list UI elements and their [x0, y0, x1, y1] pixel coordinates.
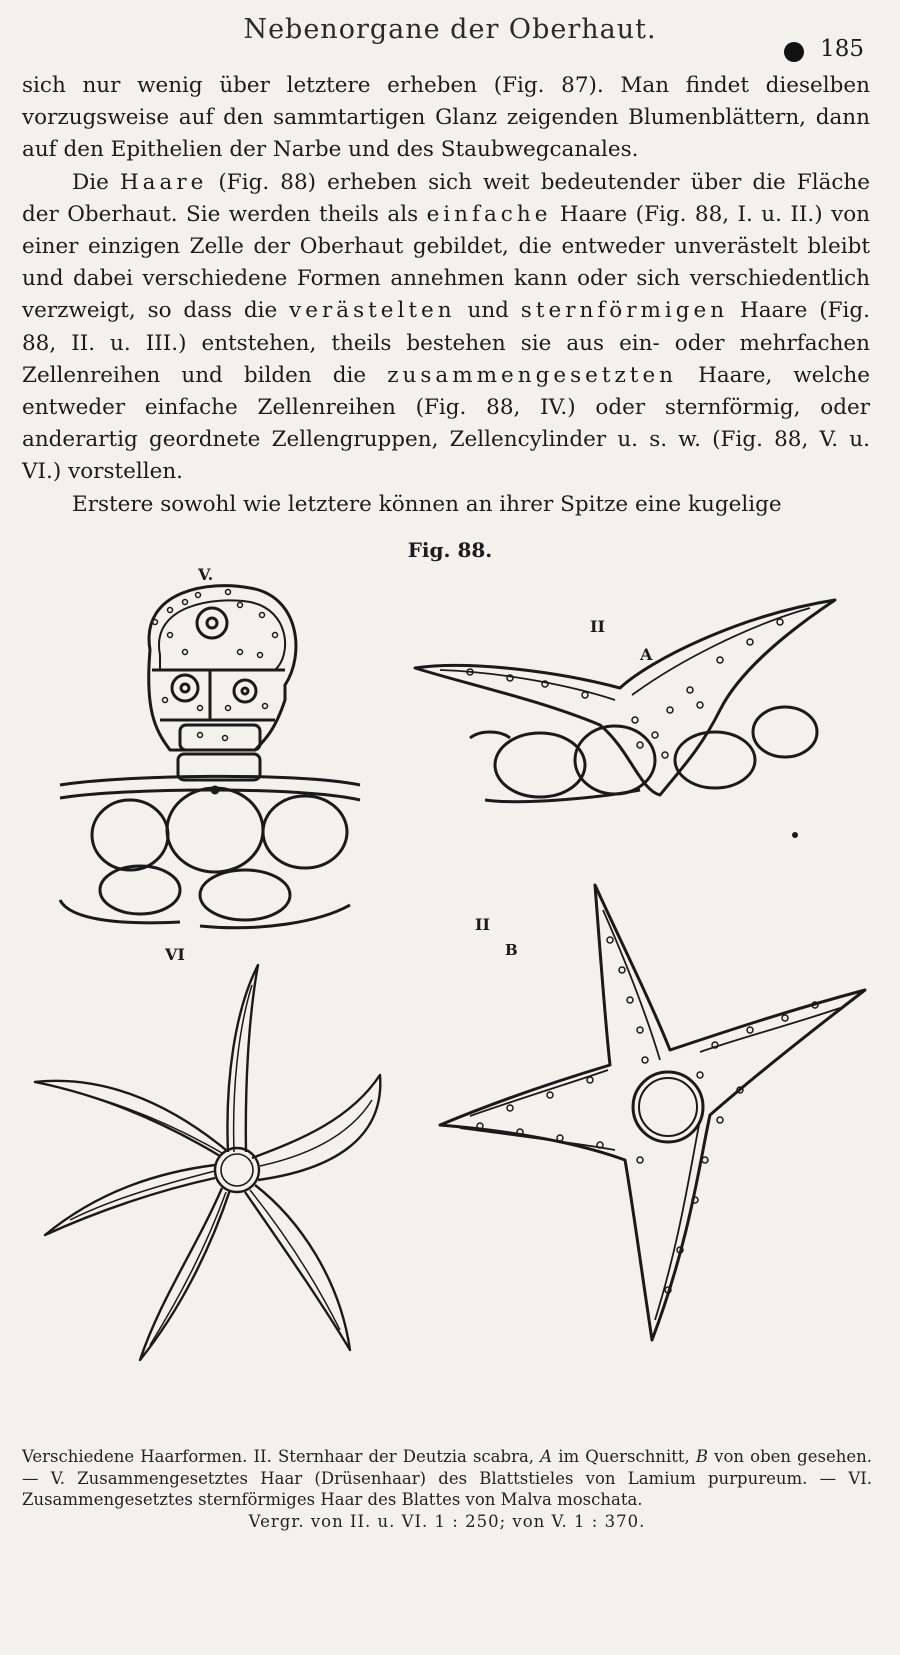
figure-title: Fig. 88. [407, 538, 493, 562]
paragraph-2: Die Haare (Fig. 88) erheben sich weit bedeutender über die Fläche der Oberhaut. Sie werden theils als einfache Haare (Fig. 88, I. u. II.) von einer einzigen Zelle der Oberhaut gebildet, die entweder unverästelt bleibt und dabei verschiedene Formen annehmen kann oder sich verschiedentlich verzweigt, so dass die verästelten und sternförmigen Haare (Fig. 88, II. u. III.) entstehen, theils bestehen sie aus ein- oder mehrfachen Zellenreihen und bilden die zusammengesetzten Haare, welche entweder einfache Zellenreihen (Fig. 88, IV.) oder sternförmig, oder anderartig geordnete Zellengruppen, Zellencylinder u. s. w. (Fig. 88, V. u. VI.) vorstellen. [22, 169, 871, 485]
term-sternformigen: sternförmigen [520, 298, 729, 324]
ink-blot [784, 42, 804, 62]
figure-drawings [0, 560, 900, 1440]
term-haare: Haare [119, 169, 208, 195]
hair-vi-drawing [35, 945, 380, 1360]
label-ii-b-letter: B [505, 941, 518, 959]
hair-v-drawing [60, 565, 360, 928]
paragraph-1: sich nur wenig über letztere erheben (Fig. 87). Man findet dieselben vorzugsweise auf den sammtartigen Glanz zeigenden Blumenblättern, dann auf den Epithelien der Narbe und des Staubwegcanales. [22, 73, 870, 163]
label-v: V. [198, 565, 214, 584]
running-title: Nebenorgane der Oberhaut. [243, 14, 657, 45]
body-text [22, 70, 870, 521]
term-verastelten: verästelten [289, 298, 456, 324]
legend-magnification: Vergr. von II. u. VI. 1 : 250; von V. 1 : 370. [248, 1511, 646, 1531]
label-ii-b-num: II [475, 915, 490, 934]
term-zusammengesetzten: zusammengesetzten [387, 362, 678, 388]
figure-88-illustration [0, 560, 900, 1440]
page-number: 185 [820, 36, 864, 62]
legend-description: Verschiedene Haarformen. II. Sternhaar der Deutzia scabra, A im Querschnitt, B von oben gesehen. — V. Zusammengesetztes Haar (Drüsenhaar) des Blattstieles von Lamium purpureum. — VI. Zusammengesetztes sternförmiges Haar des Blattes von Malva moschata. [22, 1447, 872, 1509]
term-einfache: einfache [426, 201, 552, 227]
paragraph-3: Erstere sowohl wie letztere können an ihrer Spitze eine kugelige [72, 491, 782, 517]
label-vi: VI [165, 945, 185, 964]
figure-legend [22, 1446, 872, 1532]
label-ii-a-letter: A [640, 645, 653, 664]
hair-ii-b-drawing [440, 885, 865, 1340]
hair-ii-a-drawing [415, 600, 835, 802]
label-ii-a-num: II [590, 617, 605, 636]
